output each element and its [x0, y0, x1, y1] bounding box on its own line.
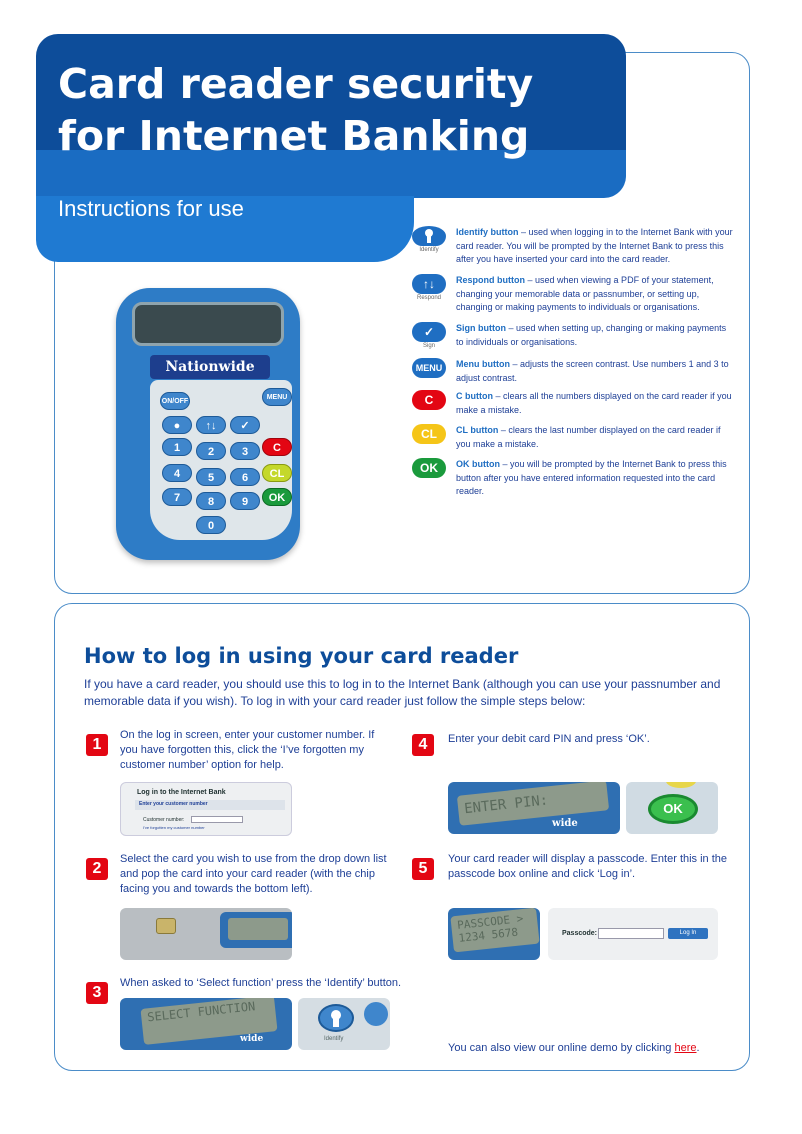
step-5-number: 5 — [412, 858, 434, 880]
cl-icon: CL — [412, 424, 446, 444]
section-intro: If you have a card reader, you should use this to log in to the Internet Bank (although you can use your passnumber and memorable data if you wish). To log in with your card reader just follow the simple steps below: — [84, 677, 721, 708]
card-insert-photo — [120, 908, 292, 960]
card-reader-keypad — [150, 380, 292, 540]
passcode-input[interactable] — [598, 928, 664, 939]
customer-number-field — [191, 816, 243, 823]
key-onoff: ON/OFF — [160, 392, 190, 410]
identify-key-photo: Identify — [298, 998, 390, 1050]
step-3-number: 3 — [86, 982, 108, 1004]
step-5-text: Your card reader will display a passcode. Enter this in the passcode box online and click ‘Log in’. — [448, 853, 728, 880]
demo-text: You can also view our online demo by clicking here. — [448, 1042, 700, 1054]
step-2-number: 2 — [86, 858, 108, 880]
key-menu: MENU — [262, 388, 292, 406]
passcode-entry-screenshot: Passcode: Log In — [548, 908, 718, 960]
key-5: 5 — [196, 468, 226, 486]
respond-icon: ↑↓ — [412, 274, 446, 294]
sign-icon: ✓ — [412, 322, 446, 342]
key-0: 0 — [196, 516, 226, 534]
key-9: 9 — [230, 492, 260, 510]
step-1-text: On the log in screen, enter your customer number. If you have forgotten this, click the ‘I’ve forgotten my customer number’ option for help. — [120, 729, 375, 771]
key-ok: OK — [262, 488, 292, 506]
key-8: 8 — [196, 492, 226, 510]
enter-pin-photo: ENTER PIN: wide — [448, 782, 620, 834]
identify-icon — [318, 1004, 354, 1032]
page-subtitle: Instructions for use — [58, 196, 244, 221]
step-4-number: 4 — [412, 734, 434, 756]
key-respond: ↑↓ — [196, 416, 226, 434]
login-button[interactable]: Log In — [668, 928, 708, 939]
key-3: 3 — [230, 442, 260, 460]
step-4-text: Enter your debit card PIN and press ‘OK’. — [448, 733, 650, 745]
demo-link[interactable]: here — [674, 1042, 697, 1054]
section-title: How to log in using your card reader — [84, 644, 519, 668]
select-function-photo: SELECT FUNCTION wide — [120, 998, 292, 1050]
key-7: 7 — [162, 488, 192, 506]
ok-key-photo: OK — [626, 782, 718, 834]
key-4: 4 — [162, 464, 192, 482]
key-1: 1 — [162, 438, 192, 456]
step-3-text: When asked to ‘Select function’ press the ‘Identify’ button. — [120, 977, 402, 989]
login-screenshot: Log in to the Internet Bank Enter your customer number Customer number: I've forgotten my customer number — [120, 782, 292, 836]
key-c: C — [262, 438, 292, 456]
passcode-photo: PASSCODE > 1234 5678 — [448, 908, 540, 960]
key-2: 2 — [196, 442, 226, 460]
key-sign: ✓ — [230, 416, 260, 434]
key-6: 6 — [230, 468, 260, 486]
identify-icon — [412, 226, 446, 246]
menu-icon: MENU — [412, 358, 446, 378]
page-title: Card reader security for Internet Banking — [58, 60, 534, 160]
key-cl: CL — [262, 464, 292, 482]
card-chip-image — [156, 918, 176, 934]
step-2-text: Select the card you wish to use from the drop down list and pop the card into your card reader (with the chip facing you and towards the bottom left). — [120, 853, 387, 895]
step-1-number: 1 — [86, 734, 108, 756]
ok-icon: OK — [412, 458, 446, 478]
nationwide-logo: Nationwide — [150, 355, 270, 379]
card-reader-screen — [132, 302, 284, 346]
key-identify: ● — [162, 416, 192, 434]
c-icon: C — [412, 390, 446, 410]
